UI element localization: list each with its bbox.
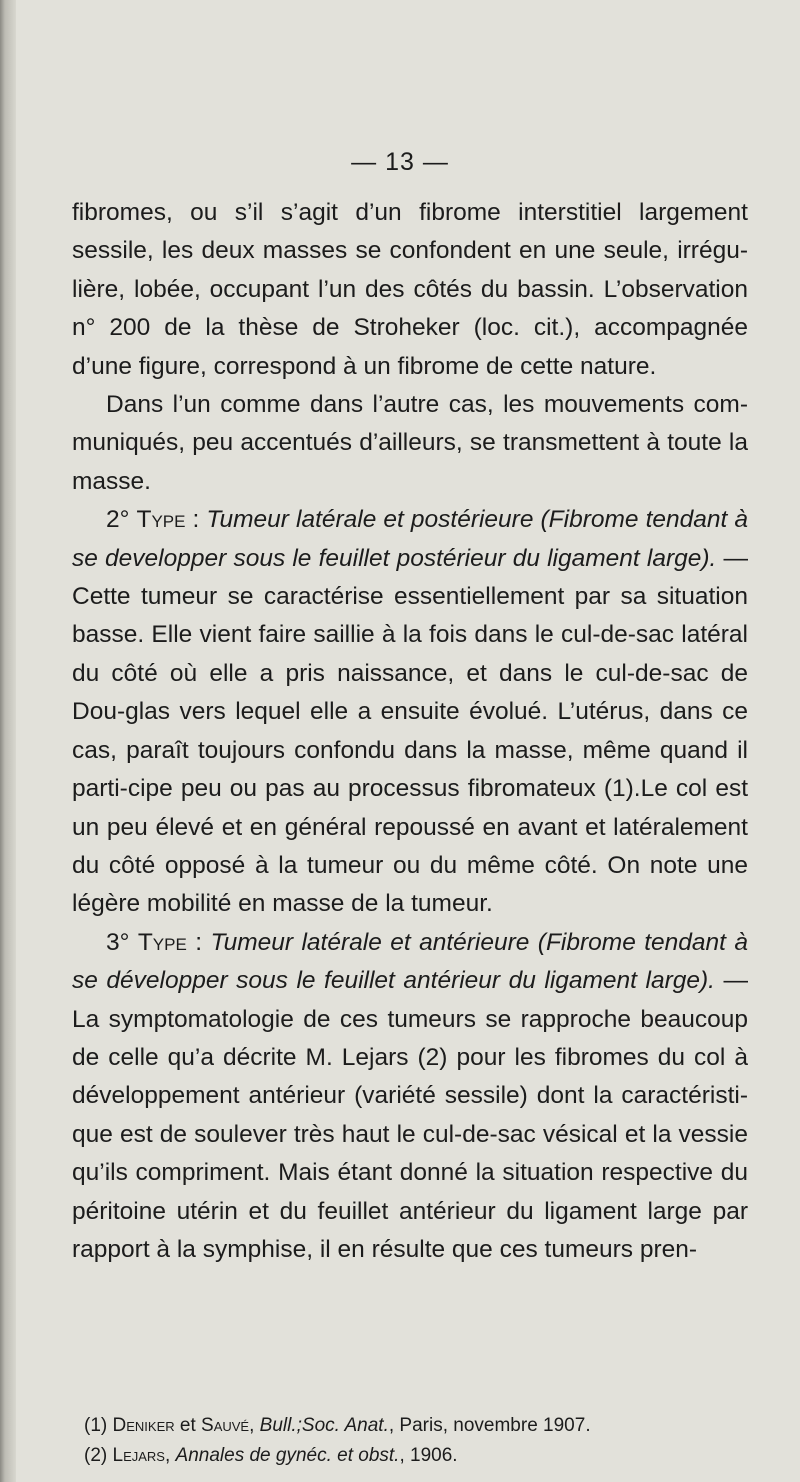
footnote-2 (84, 1441, 744, 1471)
paragraph-type-2 (72, 501, 748, 923)
footnotes (84, 1411, 744, 1471)
paragraph-2: Dans l’un comme dans l’autre cas, les mouvements com-muniqués, peu accentués d’ailleurs, se transmettent à toute la masse. (72, 391, 748, 495)
paragraph-type-3 (72, 924, 748, 1270)
body-text (72, 194, 748, 1269)
type-number: 2° (106, 506, 137, 534)
type-body: — La symptomatologie de ces tumeurs se rapproche beaucoup de celle qu’a décrite M. Lejars (2) pour les fibromes du col à développement antérieur (variété sessile) dont la caractéristi-que est de soulever très haut le cul-de-sac vésical et la vessie qu’ils compriment. Mais étant donné la situation respective du péritoine utérin et du feuillet antérieur du ligament large par rapport à la symphise, il en résulte que ces tumeurs pren- (72, 967, 748, 1263)
type-body: — Cette tumeur se caractérise essentiellement par sa situation basse. Elle vient faire saillie à la fois dans le cul-de-sac latéral du côté où elle a pris naissance, et dans le cul-de-sac de Dou-glas vers lequel elle a ensuite évolué. L’utérus, dans ce cas, paraît toujours confondu dans la masse, même quand il parti-cipe peu ou pas au processus fibromateux (1).Le col est un peu élevé et en général repoussé en avant et latéralement du côté opposé à la tumeur ou du même côté. On note une légère mobilité en masse de la tumeur. (72, 544, 748, 918)
footnote-marker: (1) (84, 1415, 113, 1436)
footnote-marker: (2) (84, 1445, 113, 1466)
page-number: — 13 — (351, 148, 449, 176)
footnote-author: Lejars (112, 1445, 165, 1466)
footnote-text: , 1906. (399, 1445, 458, 1466)
footnote-author: Deniker (112, 1415, 175, 1436)
type-title: Tumeur latérale et postérieure (Fibrome tendant à se developper sous le feuillet postérieur du ligament large). (72, 506, 748, 572)
footnote-journal: Bull.;Soc. Anat. (259, 1415, 389, 1436)
footnote-author: Sauvé (201, 1415, 250, 1436)
colon: : (185, 506, 207, 534)
paragraph-1: fibromes, ou s’il s’agit d’un fibrome interstitiel largement sessile, les deux masses se confondent en une seule, irrégu-lière, lobée, occupant l’un des côtés du bassin. L’observation n° 200 de la thèse de Stroheker (loc. cit.), accompagnée d’une figure, correspond à un fibrome de cette nature. (72, 199, 748, 380)
footnote-1 (84, 1411, 744, 1441)
footnote-text: , (164, 1445, 176, 1466)
footnote-text: et (174, 1415, 202, 1436)
page-binding-edge (0, 0, 16, 1482)
colon: : (186, 928, 211, 956)
type-label: Type (137, 928, 187, 956)
footnote-text: , (249, 1415, 260, 1436)
type-number: 3° (106, 928, 138, 956)
type-title: Tumeur latérale et antérieure (Fibrome tendant à se développer sous le feuillet antérieur du ligament large). (72, 928, 749, 995)
footnote-text: , Paris, novembre 1907. (388, 1415, 591, 1436)
type-label: Type (136, 506, 186, 534)
footnote-journal: Annales de gynéc. et obst. (175, 1445, 400, 1466)
